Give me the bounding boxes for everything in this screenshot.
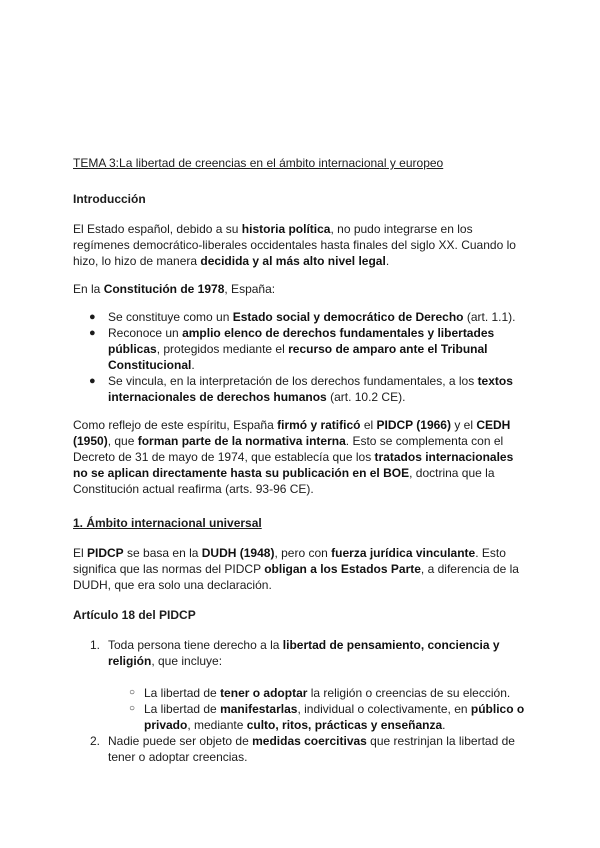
sub-list-item: ○ La libertad de tener o adoptar la religión o creencias de su elección. bbox=[129, 686, 511, 700]
sub-list-item: ○ La libertad de manifestarlas, individual o colectivamente, en público o privado, mediante culto, ritos, prácticas y enseñanza. bbox=[129, 702, 525, 732]
intro-paragraph: El Estado español, debido a su historia política, no pudo integrarse en los regímenes democrático-liberales occidentales hasta finales del siglo XX. Cuando lo hizo, lo hizo de manera decidida y al más alto nivel legal. bbox=[73, 222, 516, 268]
list-item: ● Reconoce un amplio elenco de derechos fundamentales y libertades públicas, protegidos mediante el recurso de amparo ante el Tribunal Constitucional. bbox=[89, 326, 495, 372]
bullet-icon: ● bbox=[89, 311, 96, 323]
constitution-paragraph: En la Constitución de 1978, España: bbox=[73, 282, 276, 296]
bullet-icon: ● bbox=[89, 327, 96, 339]
article-heading: Artículo 18 del PIDCP bbox=[73, 608, 196, 622]
list-item: ● Se constituye como un Estado social y democrático de Derecho (art. 1.1). bbox=[89, 310, 516, 324]
page-title: TEMA 3:La libertad de creencias en el ámbito internacional y europeo bbox=[73, 156, 444, 170]
list-number: 2. bbox=[90, 734, 101, 748]
list-item: 1. Toda persona tiene derecho a la libertad de pensamiento, conciencia y religión, que incluye: bbox=[90, 638, 500, 668]
bullet-icon: ● bbox=[89, 375, 96, 387]
constitution-bullet-list bbox=[73, 309, 528, 405]
pidcp-paragraph: El PIDCP se basa en la DUDH (1948), pero con fuerza jurídica vinculante. Esto significa que las normas del PIDCP obligan a los Estados Parte, a diferencia de la DUDH, que era solo una declaración. bbox=[73, 546, 519, 592]
article-numbered-list bbox=[73, 637, 528, 765]
section-heading-1: 1. Ámbito internacional universal bbox=[73, 516, 262, 530]
list-item: 2. Nadie puede ser objeto de medidas coercitivas que restrinjan la libertad de tener o adoptar creencias. bbox=[90, 734, 515, 764]
document-content bbox=[73, 155, 528, 765]
intro-heading: Introducción bbox=[73, 192, 146, 206]
reflejo-paragraph: Como reflejo de este espíritu, España firmó y ratificó el PIDCP (1966) y el CEDH (1950), que forman parte de la normativa interna. Esto se complementa con el Decreto de 31 de mayo de 1974, que establecía que los tratados internacionales no se aplican directamente hasta su publicación en el BOE, doctrina que la Constitución actual reafirma (arts. 93-96 CE). bbox=[73, 418, 514, 496]
list-item: ● Se vincula, en la interpretación de los derechos fundamentales, a los textos internacionales de derechos humanos (art. 10.2 CE). bbox=[89, 374, 513, 404]
circle-bullet-icon: ○ bbox=[129, 687, 136, 698]
circle-bullet-icon: ○ bbox=[129, 703, 136, 714]
list-number: 1. bbox=[90, 638, 101, 652]
